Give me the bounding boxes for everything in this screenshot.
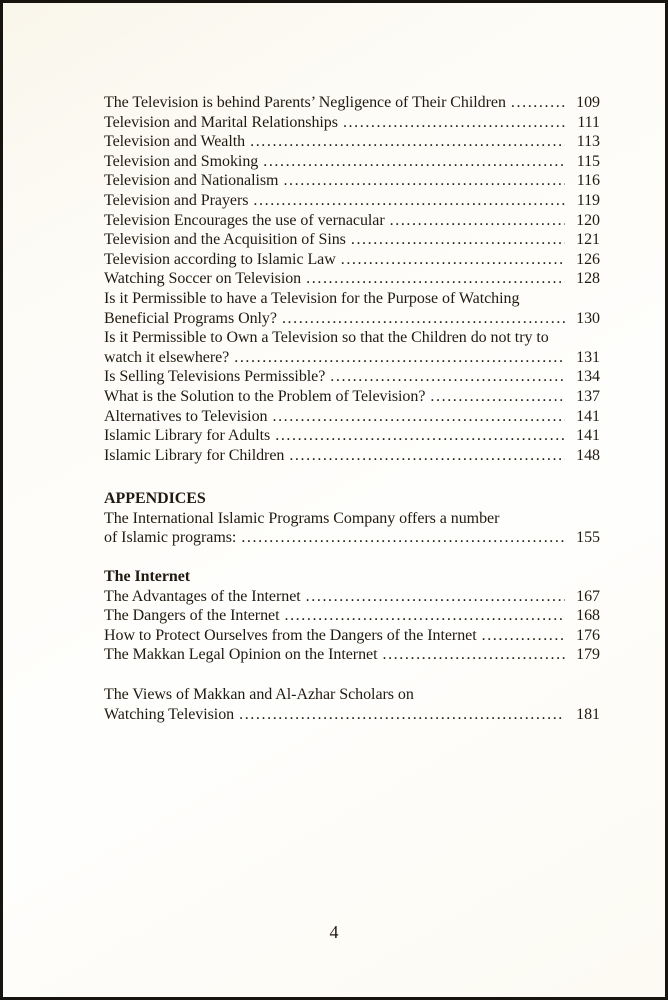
dot-leader xyxy=(234,348,565,368)
dot-leader xyxy=(272,407,565,427)
dot-leader xyxy=(330,367,565,387)
toc-entry-title: Television Encourages the use of vernacular xyxy=(104,211,385,229)
toc-entry xyxy=(104,230,600,250)
toc-entry-page: 141 xyxy=(576,407,600,425)
toc-entry-title: Islamic Library for Children xyxy=(104,446,285,464)
toc-entry-title: Television according to Islamic Law xyxy=(104,250,336,268)
toc-entry-page: 121 xyxy=(576,231,600,249)
toc-entry xyxy=(104,250,600,270)
toc-entry-title: How to Protect Ourselves from the Dangers of the Internet xyxy=(104,626,477,644)
dot-leader xyxy=(430,387,565,407)
toc-entry-page: 167 xyxy=(576,587,600,605)
toc-entry-page: 130 xyxy=(576,309,600,327)
toc-entry-title: Watching Soccer on Television xyxy=(104,270,302,288)
toc-entry-title: Alternatives to Television xyxy=(104,407,268,425)
toc-entry-title: The Television is behind Parents’ Negligence of Their Children xyxy=(104,94,506,111)
toc-entry xyxy=(104,367,600,387)
toc-entry xyxy=(104,446,600,466)
dot-leader xyxy=(306,269,565,289)
dot-leader xyxy=(275,426,565,446)
toc-entry xyxy=(104,289,600,309)
toc-entry-page: 116 xyxy=(576,172,600,190)
dot-leader xyxy=(282,309,565,329)
toc-entry-page: 113 xyxy=(576,133,600,151)
toc-entry-page: 128 xyxy=(576,270,600,288)
toc-entry-page: 179 xyxy=(576,646,600,664)
toc-entry xyxy=(104,152,600,172)
toc-entry xyxy=(104,606,600,626)
toc-entry-title: Beneficial Programs Only? xyxy=(104,309,277,327)
toc-entry-title: Islamic Library for Adults xyxy=(104,427,271,445)
dot-leader xyxy=(253,191,565,211)
dot-leader xyxy=(289,446,565,466)
page-number-footer: 4 xyxy=(329,922,339,942)
table-of-contents xyxy=(104,93,600,724)
toc-section-appendices xyxy=(104,489,600,548)
dot-leader xyxy=(241,528,565,548)
toc-entry-title: Is it Permissible to have a Television for the Purpose of Watching xyxy=(104,289,520,307)
toc-entry xyxy=(104,587,600,607)
dot-leader xyxy=(341,250,565,270)
dot-leader xyxy=(250,132,565,152)
dot-leader xyxy=(239,705,565,725)
toc-section-television xyxy=(104,93,600,465)
toc-entry-title: Television and Nationalism xyxy=(104,172,279,190)
toc-entry xyxy=(104,509,600,529)
toc-entry xyxy=(104,269,600,289)
dot-leader xyxy=(263,152,565,172)
toc-section-scholars xyxy=(104,685,600,724)
toc-entry-title: watch it elsewhere? xyxy=(104,348,230,366)
toc-entry-page: 115 xyxy=(576,152,600,170)
toc-entry-page: 134 xyxy=(576,368,600,386)
toc-entry-title: Television and Smoking xyxy=(104,152,259,170)
dot-leader xyxy=(511,93,565,113)
toc-entry xyxy=(104,113,600,133)
toc-entry xyxy=(104,626,600,646)
toc-entry xyxy=(104,211,600,231)
toc-entry-page: 137 xyxy=(576,387,600,405)
toc-entry-title: Watching Television xyxy=(104,705,235,723)
section-heading-appendices: APPENDICES xyxy=(104,490,206,508)
toc-entry-page: 119 xyxy=(576,191,600,209)
toc-entry-title: of Islamic programs: xyxy=(104,529,237,547)
toc-entry xyxy=(104,407,600,427)
dot-leader xyxy=(283,171,565,191)
toc-entry-title: The Views of Makkan and Al-Azhar Scholars on xyxy=(104,686,414,704)
toc-entry xyxy=(104,645,600,665)
toc-entry-page: 120 xyxy=(576,211,600,229)
toc-entry xyxy=(104,685,600,705)
toc-entry-title: Is Selling Televisions Permissible? xyxy=(104,368,326,386)
toc-entry-page: 141 xyxy=(576,427,600,445)
dot-leader xyxy=(382,645,565,665)
dot-leader xyxy=(306,587,565,607)
section-heading-internet: The Internet xyxy=(104,568,191,586)
toc-entry-page: 181 xyxy=(576,705,600,723)
dot-leader xyxy=(351,230,565,250)
toc-entry xyxy=(104,93,600,113)
toc-entry xyxy=(104,132,600,152)
dot-leader xyxy=(390,211,565,231)
toc-section-internet xyxy=(104,567,600,665)
toc-entry xyxy=(104,328,600,348)
toc-entry-page: 148 xyxy=(576,446,600,464)
toc-entry-page: 126 xyxy=(576,250,600,268)
toc-entry xyxy=(104,348,600,368)
toc-entry-title: Television and Wealth xyxy=(104,133,246,151)
toc-entry-page: 111 xyxy=(577,113,600,131)
toc-entry-title: What is the Solution to the Problem of Television? xyxy=(104,387,426,405)
toc-entry-title: Television and Marital Relationships xyxy=(104,113,338,131)
toc-entry xyxy=(104,426,600,446)
toc-entry-title: Television and Prayers xyxy=(104,191,249,209)
toc-entry-page: 176 xyxy=(576,626,600,644)
toc-entry xyxy=(104,705,600,725)
toc-entry-page: 155 xyxy=(576,529,600,547)
toc-entry-page: 109 xyxy=(576,94,600,111)
toc-entry xyxy=(104,528,600,548)
toc-entry-title: Is it Permissible to Own a Television so that the Children do not try to xyxy=(104,329,549,347)
toc-entry xyxy=(104,171,600,191)
toc-entry xyxy=(104,387,600,407)
toc-entry-page: 168 xyxy=(576,607,600,625)
dot-leader xyxy=(284,606,565,626)
toc-entry-title: The Advantages of the Internet xyxy=(104,587,301,605)
dot-leader xyxy=(482,626,565,646)
dot-leader xyxy=(343,113,565,133)
toc-entry xyxy=(104,309,600,329)
toc-entry-page: 131 xyxy=(576,348,600,366)
toc-entry-title: The Makkan Legal Opinion on the Internet xyxy=(104,646,378,664)
toc-entry-title: The Dangers of the Internet xyxy=(104,607,280,625)
toc-entry-title: The International Islamic Programs Company offers a number xyxy=(104,509,500,527)
toc-entry-title: Television and the Acquisition of Sins xyxy=(104,231,346,249)
toc-entry xyxy=(104,191,600,211)
